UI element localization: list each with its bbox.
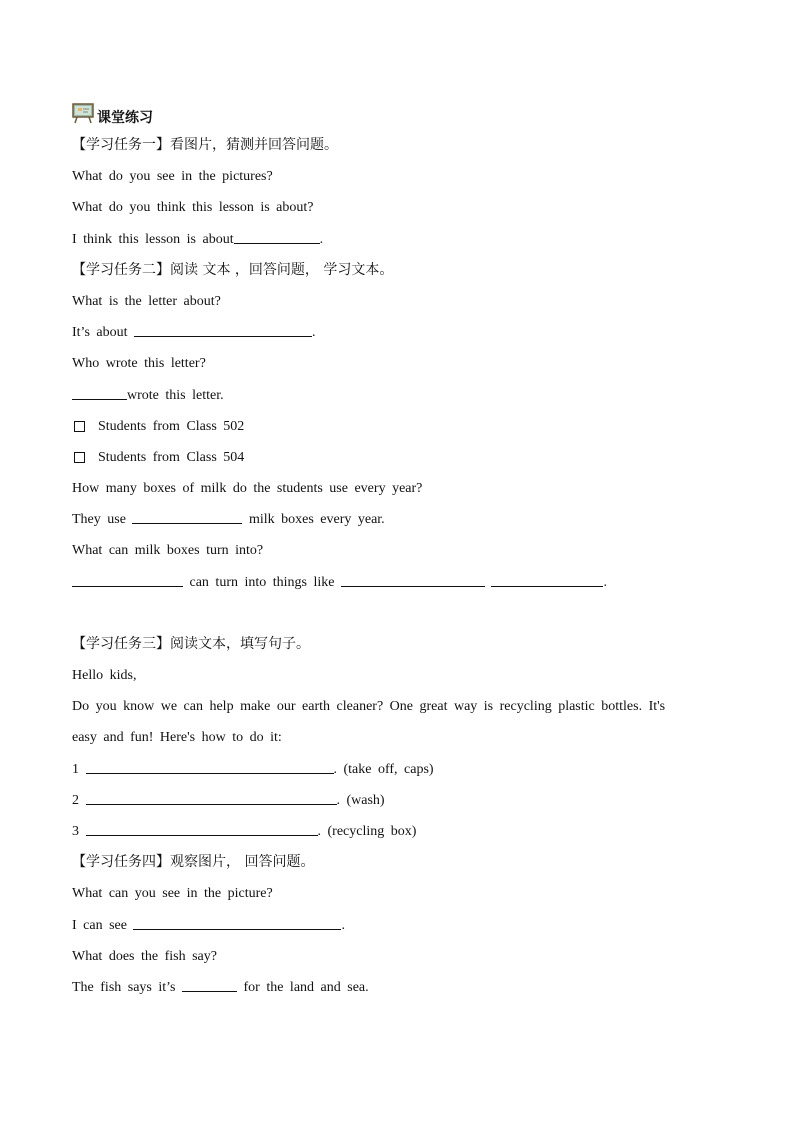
step-number: 2 [72, 792, 86, 808]
section-title: 课堂练习 [97, 110, 153, 126]
task2-answer-4-middle: can turn into things like [183, 574, 341, 590]
task3-step-2 [72, 785, 722, 816]
task4-answer-2-blank[interactable] [182, 977, 237, 992]
task1-answer-line [72, 224, 722, 255]
checkbox-icon[interactable] [74, 452, 85, 463]
task2-option-1-label: Students from Class 502 [98, 418, 245, 434]
task2-answer-4-blank-3[interactable] [491, 572, 603, 587]
task2-answer-3 [72, 504, 722, 535]
task2-answer-4-blank-1[interactable] [72, 572, 183, 587]
task3-greeting: Hello kids, [72, 668, 137, 683]
task2-answer-4-suffix: . [603, 574, 607, 590]
task4-answer-1-suffix: . [341, 917, 345, 933]
task2-question-1: What is the letter about? [72, 293, 221, 309]
task4-answer-2 [72, 972, 722, 1003]
step-2-blank[interactable] [86, 790, 337, 805]
task4-answer-2-prefix: The fish says it’s [72, 979, 182, 995]
task1-title: 【学习任务一】看图片，猜测并回答问题。 [72, 137, 338, 153]
task2-answer-3-blank[interactable] [132, 509, 242, 524]
section-header [72, 100, 722, 128]
task4-answer-1-prefix: I can see [72, 917, 134, 933]
task4-question-2: What does the fish say? [72, 948, 217, 964]
task3-paragraph-line-1: Do you know we can help make our earth cleaner? One great way is recycling plastic bottles. It's [72, 699, 666, 715]
step-number: 1 [72, 761, 86, 777]
task2-answer-1-blank[interactable] [134, 322, 312, 337]
worksheet-page [72, 100, 722, 1003]
task1-question-2: What do you think this lesson is about? [72, 200, 314, 216]
task3-step-3 [72, 816, 722, 847]
task2-question-3: How many boxes of milk do the students use every year? [72, 481, 423, 497]
task2-question-4: What can milk boxes turn into? [72, 543, 264, 559]
task2-option-2-label: Students from Class 504 [98, 449, 245, 465]
step-number: 3 [72, 823, 86, 839]
step-3-hint: . (recycling box) [317, 823, 417, 839]
task3-title: 【学习任务三】阅读文本，填写句子。 [72, 635, 310, 652]
checkbox-icon[interactable] [74, 421, 85, 432]
task2-question-2: Who wrote this letter? [72, 356, 206, 372]
task4-answer-2-suffix: for the land and sea. [237, 979, 369, 995]
task2-answer-1-suffix: . [312, 325, 316, 341]
task2-answer-2-suffix: wrote this letter. [127, 387, 224, 403]
task2-answer-3-suffix: milk boxes every year. [242, 512, 385, 528]
step-1-hint: . (take off, caps) [333, 761, 434, 777]
task1-answer-prefix: I think this lesson is about [72, 231, 234, 247]
task2-answer-4 [72, 567, 722, 598]
task2-answer-2-blank[interactable] [72, 385, 127, 400]
task2-answer-4-blank-2[interactable] [341, 572, 485, 587]
task3-paragraph-line-2: easy and fun! Here's how to do it: [72, 730, 282, 746]
spacer [72, 598, 722, 629]
task4-answer-1-blank[interactable] [133, 915, 341, 930]
blackboard-icon [72, 102, 94, 124]
task2-option-1[interactable] [72, 411, 722, 442]
task1-answer-suffix: . [319, 231, 324, 247]
task4-title: 【学习任务四】观察图片， 回答问题。 [72, 854, 315, 871]
task2-answer-2 [72, 380, 722, 411]
task2-option-2[interactable] [72, 442, 722, 473]
task1-question-1: What do you see in the pictures? [72, 169, 273, 185]
task4-question-1: What can you see in the picture? [72, 886, 273, 902]
task2-answer-3-prefix: They use [72, 512, 133, 528]
step-3-blank[interactable] [86, 821, 318, 836]
task2-title: 【学习任务二】阅读 文本 ，回答问题， 学习文本。 [72, 261, 394, 278]
step-1-blank[interactable] [86, 759, 334, 774]
task2-answer-1 [72, 317, 722, 348]
step-2-hint: . (wash) [336, 792, 385, 808]
task1-answer-blank[interactable] [234, 229, 320, 244]
task4-answer-1 [72, 910, 722, 941]
task3-step-1 [72, 754, 722, 785]
task2-answer-1-prefix: It’s about [72, 325, 134, 341]
